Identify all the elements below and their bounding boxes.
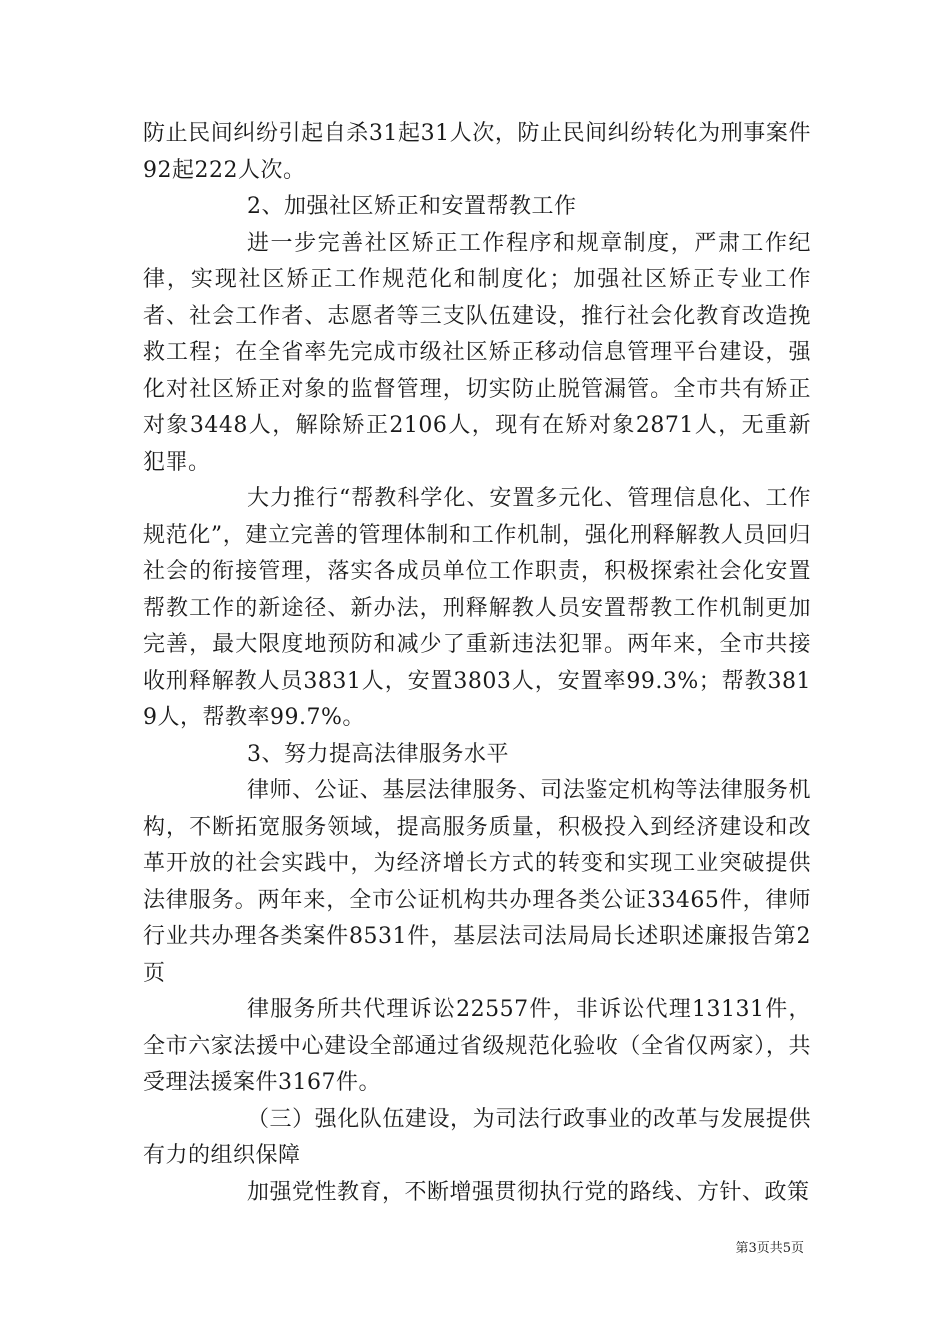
- paragraph-legal-services: 律师、公证、基层法律服务、司法鉴定机构等法律服务机构，不断拓宽服务领域，提高服务质量，积极投入到经济建设和改革开放的社会实践中，为经济增长方式的转变和实现工业突破提供法律服务。两年来，全市公证机构共办理各类公证33465件，律师行业共办理各类案件8531件，基层法司法局局长述职述廉报告第2页: [143, 778, 811, 986]
- paragraph-resettlement-assistance: 大力推行“帮教科学化、安置多元化、管理信息化、工作规范化”，建立完善的管理体制和工作机制，强化刑释解教人员回归社会的衔接管理，落实各成员单位工作职责，积极探索社会化安置帮教工作的新途径、新办法，刑释解教人员安置帮教工作机制更加完善，最大限度地预防和减少了重新违法犯罪。两年来，全市共接收刑释解教人员3831人，安置3803人，安置率99.3%；帮教3819人，帮教率99.7%。: [143, 486, 811, 730]
- paragraph-community-correction: 进一步完善社区矫正工作程序和规章制度，严肃工作纪律，实现社区矫正工作规范化和制度化；加强社区矫正专业工作者、社会工作者、志愿者等三支队伍建设，推行社会化教育改造挽救工程；在全省率先完成市级社区矫正移动信息管理平台建设，强化对社区矫正对象的监督管理，切实防止脱管漏管。全市共有矫正对象3448人，解除矫正2106人，现有在矫对象2871人，无重新犯罪。: [143, 230, 811, 475]
- paragraph-party-education: 加强党性教育，不断增强贯彻执行党的路线、方针、政策: [247, 1179, 810, 1205]
- paragraph-body-continuation: 防止民间纠纷引起自杀31起31人次，防止民间纠纷转化为刑事案件92起222人次。: [143, 121, 811, 183]
- document-body: [143, 116, 811, 1211]
- paragraph-legal-aid: 律服务所共代理诉讼22557件，非诉讼代理13131件，全市六家法援中心建设全部通过省级规范化验收（全省仅两家），共受理法援案件3167件。: [143, 997, 811, 1095]
- section-heading-community-correction: 2、加强社区矫正和安置帮教工作: [247, 194, 577, 219]
- section-heading-legal-services: 3、努力提高法律服务水平: [247, 741, 509, 767]
- section-heading-team-building: （三）强化队伍建设，为司法行政事业的改革与发展提供有力的组织保障: [143, 1106, 811, 1168]
- page-number-footer: 第3页共5页: [735, 1241, 804, 1256]
